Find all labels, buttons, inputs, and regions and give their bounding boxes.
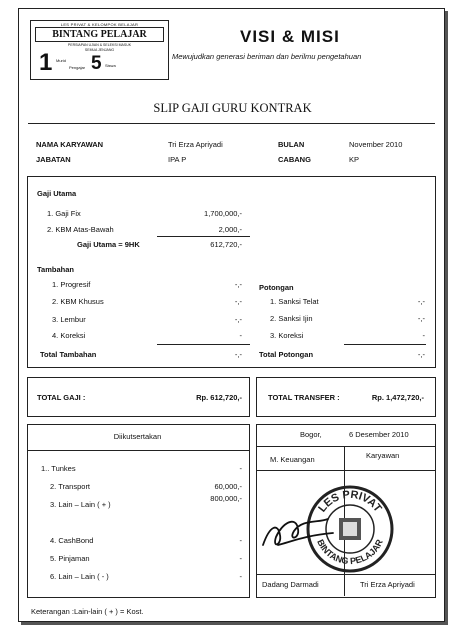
logo-small-c: Siswa [105, 63, 116, 68]
kbm-value: 2,000,- [218, 225, 242, 234]
logo-top-text: LES PRIVAT & KELOMPOK BELAJAR [60, 22, 139, 27]
visi-text: Mewujudkan generasi beriman dan berilmu pengetahuan [172, 52, 362, 61]
name-value: Tri Erza Apriyadi [168, 140, 223, 149]
visi-title: VISI & MISI [240, 27, 340, 46]
diikut-item-3-value: 800,000,- [210, 494, 242, 503]
finance-role: M. Keuangan [270, 455, 315, 464]
logo-name [35, 27, 164, 42]
gaji-utama-line [157, 236, 250, 237]
logo-small-a: Murid [56, 58, 67, 63]
gaji-fix-value: 1,700,000,- [204, 209, 242, 218]
logo-strip: PERSIAPAN UJIAN & SELEKSI MASUK [67, 43, 132, 47]
diikut-item-4-value: - [239, 536, 242, 545]
diikut-item-1-value: - [239, 464, 242, 473]
signature-date: 6 Desember 2010 [349, 430, 409, 439]
potongan-item-2-value: -,- [417, 314, 425, 323]
signature-scribble [258, 505, 338, 555]
total-gaji-value: Rp. 612,720,- [196, 393, 242, 402]
gaji-utama-total-label: Gaji Utama = 9HK [77, 240, 140, 249]
diikut-item-1-label: 1.. Tunkes [41, 464, 76, 473]
diikut-item-5-label: 5. Pinjaman [50, 554, 90, 563]
footer-note: Keterangan :Lain-lain ( + ) = Kost. [31, 607, 144, 616]
potongan-total-label: Total Potongan [259, 350, 314, 359]
logo-name-text: BINTANG PELAJAR [52, 29, 147, 40]
signature-role-line [257, 470, 435, 471]
tambahan-item-1-value: -,- [234, 280, 242, 289]
tambahan-item-2-label: 2. KBM Khusus [52, 297, 104, 306]
gaji-utama-heading: Gaji Utama [37, 189, 77, 198]
potongan-item-2-label: 2. Sanksi Ijin [270, 314, 313, 323]
place-label: Bogor, [300, 430, 322, 439]
potongan-line [344, 344, 426, 345]
logo-strip-2: SEMUA JENJANG [84, 48, 115, 52]
tambahan-item-4-label: 4. Koreksi [52, 331, 86, 340]
diikut-item-6-value: - [239, 572, 242, 581]
tambahan-item-1-label: 1. Progresif [52, 280, 91, 289]
logo-number-1: 1 [39, 49, 53, 76]
kbm-label: 2. KBM Atas-Bawah [47, 225, 114, 234]
employee-role: Karyawan [366, 451, 400, 460]
signature-top-line [257, 446, 435, 447]
potongan-item-1-value: -,- [417, 297, 425, 306]
branch-label: CABANG [278, 155, 311, 164]
total-transfer-value: Rp. 1,472,720,- [371, 393, 424, 402]
employee-name: Tri Erza Apriyadi [360, 580, 415, 589]
name-label: NAMA KARYAWAN [36, 140, 104, 149]
tambahan-item-4-value: - [239, 331, 242, 340]
tambahan-total-value: -,- [234, 350, 242, 359]
tambahan-item-3-value: -,- [234, 315, 242, 324]
page-title: SLIP GAJI GURU KONTRAK [153, 101, 312, 115]
branch-value: KP [349, 155, 360, 164]
logo-small-b: Pengajar [69, 65, 86, 70]
diikut-item-2-value: 60,000,- [214, 482, 242, 491]
signature-name-line [257, 574, 435, 575]
diikut-item-3-label: 3. Lain – Lain ( + ) [50, 500, 111, 509]
gaji-utama-total-value: 612,720,- [210, 240, 242, 249]
tambahan-total-label: Total Tambahan [40, 350, 97, 359]
diikut-item-6-label: 6. Lain – Lain ( - ) [50, 572, 109, 581]
tambahan-item-2-value: -,- [234, 297, 242, 306]
total-transfer-label: TOTAL TRANSFER : [268, 393, 340, 402]
stamp-top-text: LES PRIVAT [316, 488, 384, 515]
tambahan-line [157, 344, 250, 345]
month-value: November 2010 [349, 140, 403, 149]
position-value: IPA P [168, 155, 187, 164]
gaji-fix-label: 1. Gaji Fix [47, 209, 81, 218]
finance-name: Dadang Darmadi [262, 580, 319, 589]
total-gaji-label: TOTAL GAJI : [37, 393, 86, 402]
potongan-item-1-label: 1. Sanksi Telat [270, 297, 319, 306]
month-label: BULAN [278, 140, 305, 149]
company-logo [30, 20, 169, 80]
tambahan-heading: Tambahan [37, 265, 74, 274]
potongan-heading: Potongan [259, 283, 294, 292]
diikutsertakan-header-line [28, 450, 249, 451]
diikut-item-4-label: 4. CashBond [50, 536, 94, 545]
potongan-item-3-label: 3. Koreksi [270, 331, 304, 340]
potongan-item-3-value: - [422, 331, 425, 340]
diikut-item-2-label: 2. Transport [50, 482, 91, 491]
diikut-item-5-value: - [239, 554, 242, 563]
stamp-bottom-text: BINTANG PELAJAR [315, 537, 385, 567]
logo-number-5: 5 [91, 53, 102, 74]
tambahan-item-3-label: 3. Lembur [52, 315, 86, 324]
diikutsertakan-heading: Diikutsertakan [113, 432, 162, 441]
position-label: JABATAN [36, 155, 71, 164]
title-underline [28, 123, 435, 124]
potongan-total-value: -,- [417, 350, 425, 359]
